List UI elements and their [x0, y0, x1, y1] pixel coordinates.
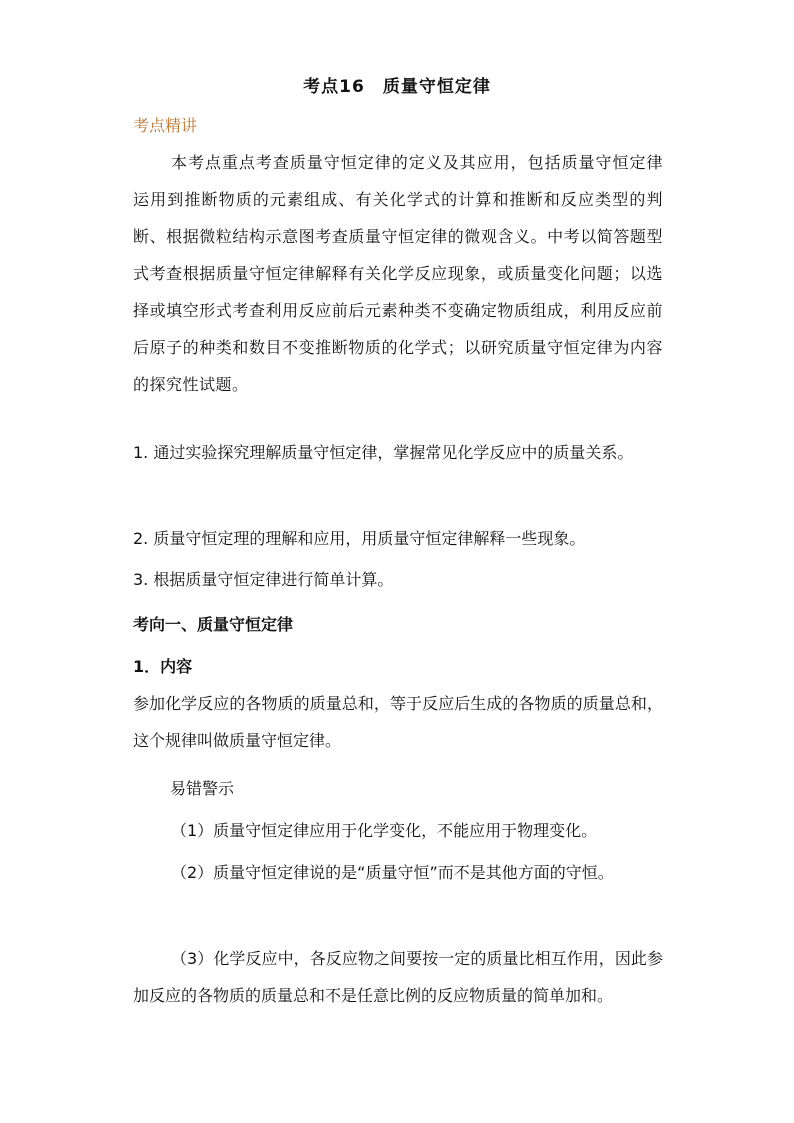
warning-item-3: （3）化学反应中，各反应物之间要按一定的质量比相互作用，因此参加反应的各物质的质量总和不是任意比例的反应物质量的简单加和。 — [133, 949, 663, 1005]
warning-label: 易错警示 — [170, 779, 235, 798]
intro-paragraph: 本考点重点考查质量守恒定律的定义及其应用，包括质量守恒定律运用到推断物质的元素组成、有关化学式的计算和推断和反应类型的判断、根据微粒结构示意图考查质量守恒定律的微观含义。中考以简答题型式考查根据质量守恒定律解释有关化学反应现象，或质量变化问题；以选择或填空形式考查利用反应前后元素种类不变确定物质组成，利用反应前后原子的种类和数目不变推断物质的化学式；以研究质量守恒定律为内容的探究性试题。 — [133, 153, 663, 394]
goal-item-1: 1. 通过实验探究理解质量守恒定律，掌握常见化学反应中的质量关系。 — [133, 443, 634, 462]
goal-item-2: 2. 质量守恒定理的理解和应用，用质量守恒定律解释一些现象。 — [133, 529, 586, 548]
subsection-heading: 考向一、质量守恒定律 — [133, 615, 294, 634]
content-paragraph: 参加化学反应的各物质的质量总和，等于反应后生成的各物质的质量总和，这个规律叫做质量守恒定律。 — [133, 694, 663, 750]
warning-item-2: （2）质量守恒定律说的是“质量守恒”而不是其他方面的守恒。 — [171, 863, 614, 882]
warning-item-1: （1）质量守恒定律应用于化学变化，不能应用于物理变化。 — [171, 821, 598, 840]
page-title: 考点16 质量守恒定律 — [303, 77, 491, 97]
content-heading: 1．内容 — [133, 657, 193, 676]
goal-item-3: 3. 根据质量守恒定律进行简单计算。 — [133, 570, 394, 589]
section-heading: 考点精讲 — [133, 116, 198, 135]
